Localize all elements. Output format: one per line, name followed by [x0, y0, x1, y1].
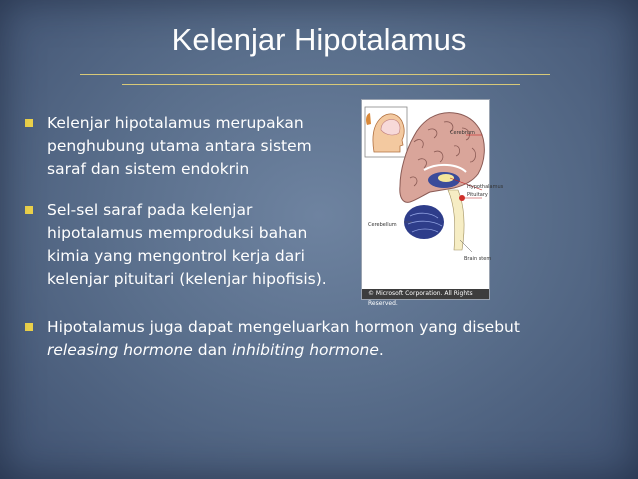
bullet-item	[47, 112, 347, 181]
bullet-text-prefix: Hipotalamus juga dapat mengeluarkan hormon yang disebut	[47, 318, 520, 336]
label-brain-stem: Brain stem	[464, 256, 492, 262]
bullet-text: Kelenjar hipotalamus merupakan penghubung utama antara sistem saraf dan sistem endokrin	[47, 114, 312, 178]
bullet-item	[47, 199, 362, 291]
label-hypothalamus: Hypothalamus	[467, 184, 504, 190]
brain-diagram-figure	[361, 99, 504, 307]
label-cerebrum: Cerebrum	[450, 130, 475, 136]
figure-caption: © Microsoft Corporation. All Rights Reserved.	[362, 289, 489, 299]
bullet-marker-icon	[25, 206, 33, 214]
bullet-item	[47, 316, 607, 362]
brain-diagram	[362, 100, 504, 289]
title-underline-top	[80, 74, 550, 75]
slide-title: Kelenjar Hipotalamus	[171, 22, 467, 57]
bullet-text-suffix: .	[378, 341, 384, 359]
bullet-text	[47, 316, 607, 362]
bullet-marker-icon	[25, 323, 33, 331]
pituitary-shape	[459, 195, 465, 201]
italic-term: releasing hormone	[47, 341, 193, 359]
label-cerebellum: Cerebellum	[368, 222, 397, 228]
title-underline-bottom	[122, 84, 520, 85]
bullet-marker-icon	[25, 119, 33, 127]
hypothalamus-region	[438, 174, 454, 182]
bullet-text: Sel-sel saraf pada kelenjar hipotalamus memproduksi bahan kimia yang mengontrol kerja dari kelenjar pituitari (kelenjar hipofisis).	[47, 201, 327, 288]
italic-term: inhibiting hormone	[231, 341, 379, 359]
bullet-text-middle: dan	[192, 341, 232, 359]
head-thumbnail-icon	[365, 107, 407, 157]
label-pituitary: Pituitary	[467, 192, 488, 198]
